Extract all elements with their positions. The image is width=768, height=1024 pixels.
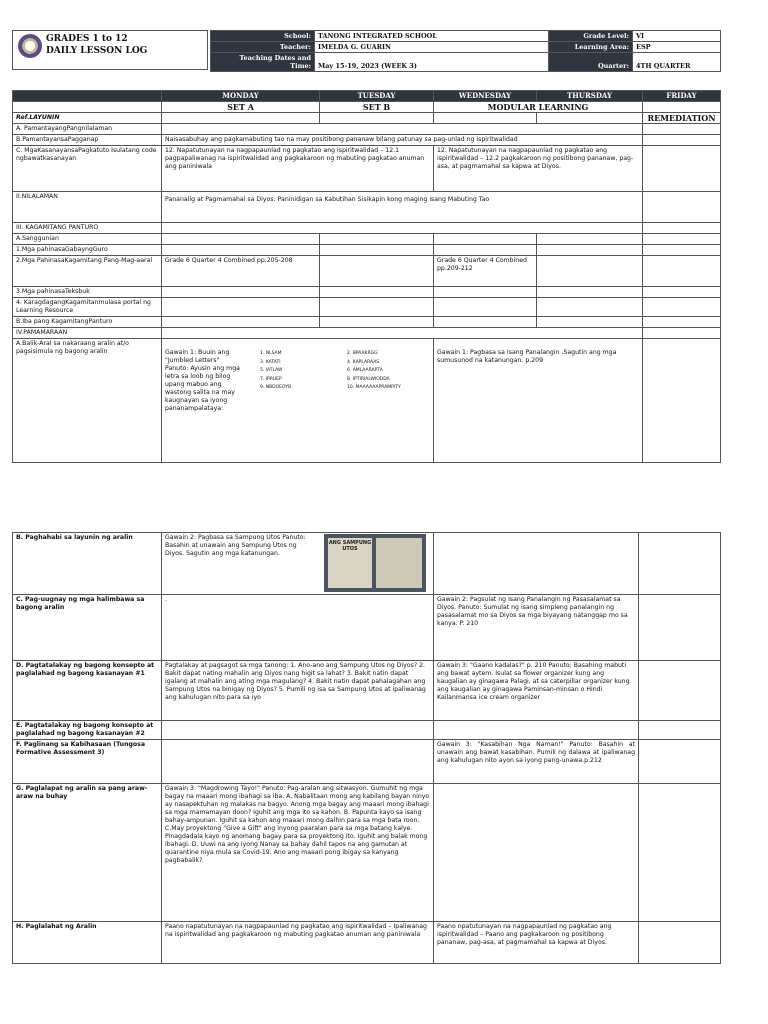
day-thursday: THURSDAY — [537, 91, 643, 102]
paglinang-wednesday: Gawain 3: "Kasabihan Nga Naman!" Panuto: Basahin at unawain ang bawat kasabihan. Pumili ng dalawa at ipaliwanag ang kahulugan nito ayon sa iyong pang-unawa.p.212 — [434, 740, 639, 784]
sampung-utos-image — [324, 534, 426, 592]
quarter-label: Quarter: — [549, 53, 633, 72]
grade-label: Grade Level: — [549, 31, 633, 42]
jumble-2: 2. BPAAKRGG — [347, 351, 378, 356]
jumble-3: 3. KATATI — [260, 359, 281, 365]
row-kagamitan: III. KAGAMITANG PANTURO — [13, 223, 162, 234]
row-pagtatalakay-1: D. Pagtatalakay ng bagong konsepto at paglalahad ng bagong kasanayan #1 — [13, 661, 162, 721]
dates-label-line1: Teaching Dates and — [239, 54, 311, 62]
row-paglalapat: G. Paglalapat ng aralin sa pang araw-araw na buhay — [13, 784, 162, 922]
row-nilalaman: II.NILALAMAN — [13, 192, 162, 223]
day-wednesday: WEDNESDAY — [434, 91, 537, 102]
row-kagamitang-mag-aaral: 2.Mga PahinasaKagamitang Pang-Mag-aaral — [13, 256, 162, 287]
row-kasanayan: C. MgaKasanayansaPagkatuto Isulatang code ngbawatkasanayan — [13, 146, 162, 192]
balik-aral-wednesday: Gawain 1: Pagbasa sa Isang Panalangin .Sagutin ang mga sumusunod na katanungan. p.209 — [434, 339, 643, 463]
jumble-7: 7. IPRUEP — [260, 376, 282, 382]
jumble-10: 10. MAAAAAAPRAMPITY — [347, 385, 401, 390]
lesson-table-1 — [12, 90, 721, 463]
paghahabi-monday — [162, 533, 434, 595]
doc-title-line1: GRADES 1 to 12 — [46, 34, 128, 44]
quarter-value: 4TH QUARTER — [633, 53, 721, 72]
row-teksbuk: 3.Mga pahinasaTeksbuk — [13, 287, 162, 298]
pagganap-text: Naisasabuhay ang pagkamabuting tao na may positibong pananaw bilang patunay sa pag-unlad ng ispiritwalidad — [162, 135, 643, 146]
kasanayan-monday: 12. Napatutunayan na nagpapaunlad ng pagkatao ang ispiritwalidad – 12.1 pagpapaliwanag na ispiritwalidad ang pagkakaroon ng mabuting pagkatao anuman ang paniniwala — [162, 146, 434, 192]
row-ref-layunin: Ref.LAYUNIN — [13, 113, 162, 124]
row-balik-aral: A.Balik-Aral sa nakaraang aralin at/o pagsisimula ng bagong aralin — [13, 339, 162, 463]
row-sanggunian: A.Sanggunian — [13, 234, 162, 245]
dates-label-line2: Time: — [290, 62, 311, 70]
school-label: School: — [211, 31, 315, 42]
paghahabi-text: Gawain 2: Pagbasa sa Sampung Utos Panuto: Basahin at unawain ang Sampung Utos ng Diyos. Sagutin ang mga katanungan. — [165, 534, 306, 557]
jumble-4: 4. KAPLARAAS — [347, 359, 380, 365]
balik-aral-monday — [162, 339, 434, 463]
sampung-utos-text-panel — [376, 538, 422, 588]
row-pamantayan-pagganap: B.PamantayansaPagganap — [13, 135, 162, 146]
jumbled-letters-grid — [260, 351, 426, 391]
area-label: Learning Area: — [549, 42, 633, 53]
jumble-6: 6. AMLAARAPTA — [347, 368, 383, 373]
pag-uugnay-wednesday: Gawain 2: Pagsulat ng Isang Panalangin ng Pasasalamat sa Diyos. Panuto: Sumulat ng isang simpleng panalangin ng pasasalamat mo sa Diyos sa mga biyayang natanggap mo sa kanya. P. 210 — [434, 595, 639, 661]
set-a-label: SET A — [162, 102, 320, 113]
deped-seal-icon — [18, 34, 42, 58]
teacher-label: Teacher: — [211, 42, 315, 53]
row-paglalahat: H. Paglalahat ng Aralin — [13, 922, 162, 964]
jumble-1: 1. NLSAM — [260, 351, 282, 356]
day-monday: MONDAY — [162, 91, 320, 102]
row-pamantayang-pangnilalaman: A. PamantayangPangnilalaman — [13, 124, 162, 135]
paglalahat-wednesday: Paano npatutunayan na nagpapaunlad ng pagkatao ang ispiritwalidad – Paano ang pagkakaroon ng positibong pananaw, pag-asa, at pagmamahal sa kapwa at Diyos. — [434, 922, 639, 964]
pagtatalakay-1-monday: Pagtalakay at pagsagot sa mga tanong: 1. Ano-ano ang Sampung Utos ng Diyos? 2. Bakit dapat nating mahalin ang Diyos nang higit sa lahat? 3. Bakit natin dapat igalang at mahalin ang ating mga magulang? 4. Bakit natin dapat pahalagahan ang Sampung Utos na binigay ng Diyos? 5. Pumili ng isa sa Sampung Utos at ipaliwanag ang kahulugan nito para sa iyo — [162, 661, 434, 721]
teacher-value: IMELDA G. GUARIN — [315, 42, 549, 53]
pag-uugnay-monday: . — [162, 595, 434, 661]
row-iba-pang: B.Iba pang KagamitangPanturo — [13, 317, 162, 328]
jumbled-instructions: Gawain 1: Buuin ang "Jumbled Letters" Panuto: Ayusin ang mga letra sa loob ng bilog upang mabuo ang wastong salita na may kaugnayan sa iyong pananampalataya: — [165, 349, 240, 412]
jumble-8: 8. IPTIRIALWIODDA — [347, 376, 390, 382]
paglalapat-monday: Gawain 3: "Magdrowing Tayo!" Panuto: Pag-aralan ang sitwasyon. Gumuhit ng mga bagay na maaari mong ibahagi sa iba. A. Nabalitaan mong ang kabilang bayan ninyo ay nasapektuhan ng malakas na bagyo. Anong mga bagay ang maaari mong ibahagi sa mga mamamayan doon? Iguhit ang mga ito sa kahon. B. Papunta kayo sa isang bahay-ampunan. Iguhit sa kahon ang maaari mong dalhin para sa mga bata roon. C.May proyektong "Give a Gift" ang inyong paaralan para sa mga batang kalye. Pinagdadala kayo ng anomang bagay para sa proyektong ito. Iguhit ang balak mong ibahagi. D. Uuwi na ang iyong Nanay sa bahay dahil tapos na ang gamutan at quarantine niya mula sa Covid-19. Ano ang maaari pong ibigay sa kanyang pagbabalik? — [162, 784, 434, 922]
row-pagtatalakay-2: E. Pagtatalakay ng bagong konsepto at paglalahad ng bagong kasanayan #2 — [13, 721, 162, 740]
row-pag-uugnay: C. Pag-uugnay ng mga halimbawa sa bagong aralin — [13, 595, 162, 661]
modular-label: MODULAR LEARNING — [434, 102, 643, 113]
mag-aaral-monday: Grade 6 Quarter 4 Combined pp.205-208 — [162, 256, 320, 287]
jumble-5: 5. IATLAW — [260, 368, 283, 373]
row-paglinang: F. Paglinang sa Kabihasaan (Tungosa Formative Assessment 3) — [13, 740, 162, 784]
row-paghahabi: B. Paghahabi sa layunin ng aralin — [13, 533, 162, 595]
dates-label — [211, 53, 315, 72]
grade-value: VI — [633, 31, 721, 42]
doc-title-line2: DAILY LESSON LOG — [46, 46, 148, 56]
day-tuesday: TUESDAY — [320, 91, 434, 102]
row-gabay-guro: 1.Mga pahinasaGabayngGuro — [13, 245, 162, 256]
paglalahat-monday: Paano napatutunayan na nagpapaunlad ng pagkatao ang ispiritwalidad – Ipaliwanag na ispiritwalidad ang pagkakaroon ng mabuting pagkatao anuman ang paniniwala — [162, 922, 434, 964]
mag-aaral-wednesday: Grade 6 Quarter 4 Combined pp.209-212 — [434, 256, 537, 287]
kasanayan-wednesday: 12. Napatutunayan na nagpapaunlad ng pagkatao ang ispiritwalidad – 12.2 pagkakaroon ng positibong pananaw, pag-asa, at pagmamahal sa kapwa at Diyos. — [434, 146, 643, 192]
set-b-label: SET B — [320, 102, 434, 113]
day-header-blank — [13, 91, 162, 102]
area-value: ESP — [633, 42, 721, 53]
remediation-label: REMEDIATION — [643, 113, 721, 124]
sampung-utos-title: ANG SAMPUNG UTOS — [328, 538, 372, 588]
row-portal: 4. KaragdagangKagamitanmulasa portal ng Learning Resource — [13, 298, 162, 317]
nilalaman-text: Pananalig at Pagmamahal sa Diyos: Paninidigan sa Kabutihan Sisikapin kong maging isang Mabuting Tao — [162, 192, 643, 223]
pagtatalakay-1-wednesday: Gawain 3: "Gaano kadalas?" p. 210 Panuto: Basahing mabuti ang bawat aytem. Isulat sa flower organizer kung ang kaugalian ay ginagawa Palagi, at sa caterpillar organizer kung ang kaugalian ay ginagawa Paminsan-minsan o Hindi Kailanmansa ice cream organizer — [434, 661, 639, 721]
info-table — [210, 30, 721, 72]
lesson-table-2 — [12, 532, 721, 964]
day-friday: FRIDAY — [643, 91, 721, 102]
jumble-9: 9. NBDOEOYB — [260, 385, 292, 390]
dates-value: May 15-19, 2023 (WEEK 3) — [315, 53, 549, 72]
school-value: TANONG INTEGRATED SCHOOL — [315, 31, 549, 42]
row-pamamaraan: IV.PAMAMARAAN — [13, 328, 162, 339]
